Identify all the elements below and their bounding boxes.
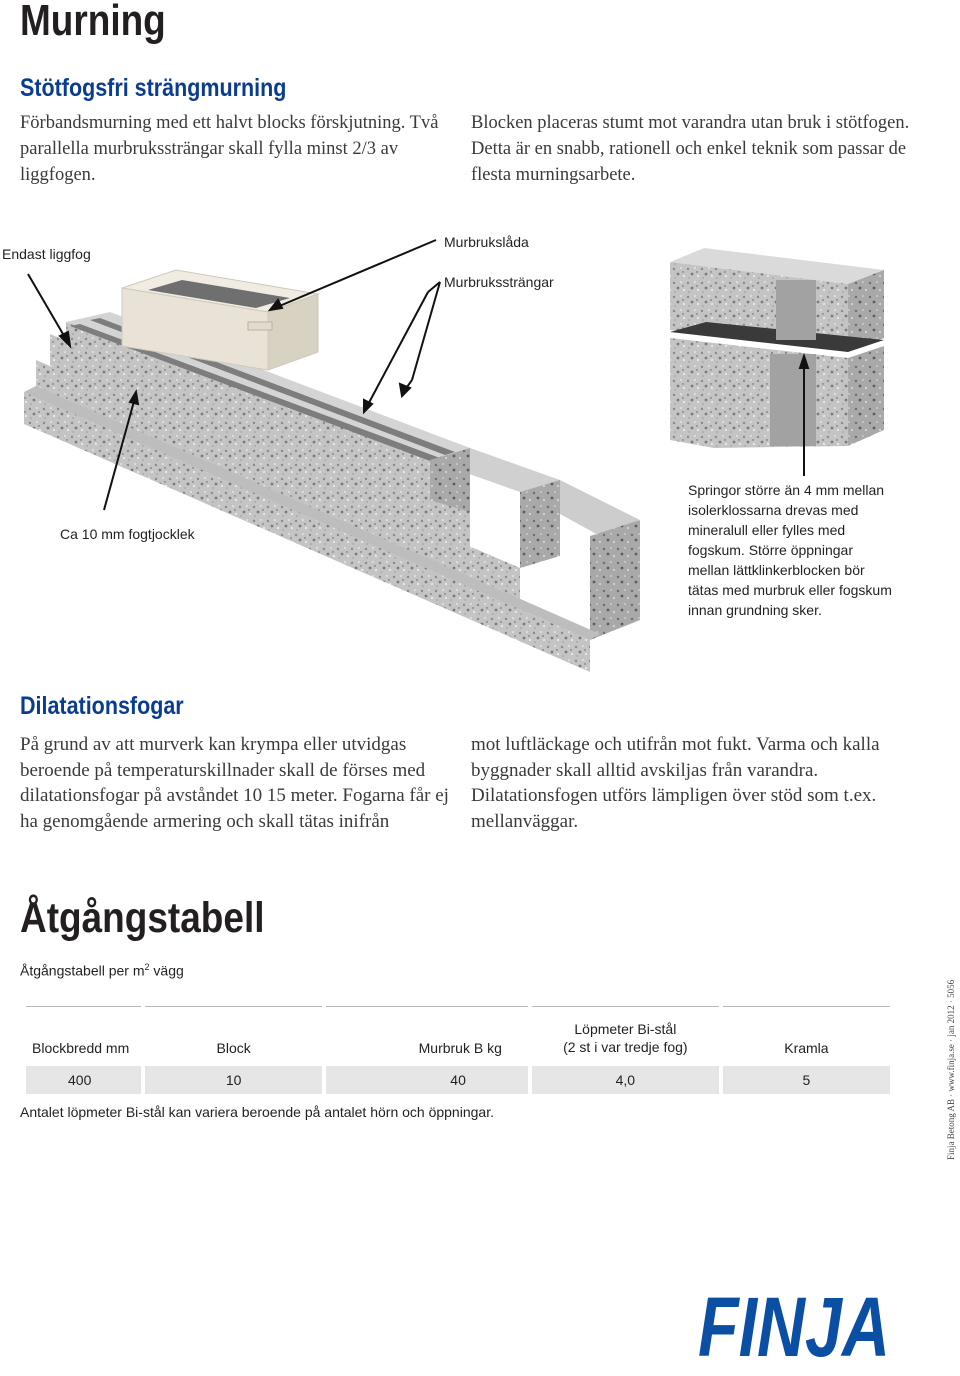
- masonry-illustration: [0, 0, 960, 680]
- wall-blocks: [24, 312, 640, 672]
- figure-note: Springor större än 4 mm mellan isolerklossarna drevas med mineralull eller fylles med fogskum. Större öppningar mellan lättklinkerblocken bör tätas med murbruk eller fogskum innan grundning sker.: [688, 482, 892, 618]
- table-header-row: [26, 1006, 890, 1060]
- label-murbrukstrangar: Murbrukssträngar: [444, 274, 554, 290]
- detail-block: [670, 248, 884, 448]
- section-heading-strangmurning: Stötfogsfri strängmurning: [20, 74, 287, 102]
- header-blockbredd: Blockbredd mm: [26, 1006, 141, 1060]
- table-caption: Åtgångstabell per $m^2$ vägg: [20, 962, 184, 979]
- page-title: Murning: [20, 0, 166, 45]
- section-heading-dilatationsfogar: Dilatationsfogar: [20, 692, 184, 720]
- table-title: Åtgångstabell: [20, 894, 265, 942]
- section1-right-text: Blocken placeras stumt mot varandra utan bruk i stötfogen. Detta är en snabb, rationell och enkel teknik som passar de flesta murningsarbete.: [471, 113, 910, 185]
- cell-kramla: 5: [723, 1066, 890, 1094]
- sidebar-imprint: Finja Betong AB · www.finja.se · jan 2012 · 5056: [946, 979, 956, 1160]
- label-murbrukslada: Murbrukslåda: [444, 234, 529, 250]
- cell-murbruk: 40: [326, 1066, 528, 1094]
- label-fogtjocklek: Ca 10 mm fogtjocklek: [60, 526, 195, 542]
- consumption-table: [22, 1006, 894, 1094]
- header-lopmeter: Löpmeter Bi-stål (2 st i var tredje fog): [532, 1006, 719, 1060]
- cell-blockbredd: 400: [26, 1066, 141, 1094]
- svg-text:FINJA: FINJA: [698, 1280, 890, 1374]
- header-kramla: Kramla: [723, 1006, 890, 1060]
- section2-right-text: mot luftläckage och utifrån mot fukt. Varma och kalla byggnader skall alltid avskiljas från varandra. Dilatationsfogen utförs lämpligen över stöd som t.ex. mellanväggar.: [471, 734, 880, 832]
- header-block: Block: [145, 1006, 321, 1060]
- cell-lopmeter: 4,0: [532, 1066, 719, 1094]
- table-row: [26, 1066, 890, 1094]
- section2-left-text: På grund av att murverk kan krympa eller utvidgas beroende på temperaturskillnader skall de förses med dilatationsfogar på avståndet 10 15 meter. Fogarna får ej ha genomgående armering och skall tätas inifrån: [20, 734, 449, 832]
- cell-block: 10: [145, 1066, 321, 1094]
- section1-left-text: Förbandsmurning med ett halvt blocks förskjutning. Två parallella murbrukssträngar skall fylla minst 2/3 av liggfogen.: [20, 113, 439, 185]
- table-footnote: Antalet löpmeter Bi-stål kan variera beroende på antalet hörn och öppningar.: [20, 1104, 494, 1120]
- finja-logo: [696, 1280, 896, 1374]
- label-endast-liggfog: Endast liggfog: [2, 246, 91, 262]
- header-murbruk: Murbruk B kg: [326, 1006, 528, 1060]
